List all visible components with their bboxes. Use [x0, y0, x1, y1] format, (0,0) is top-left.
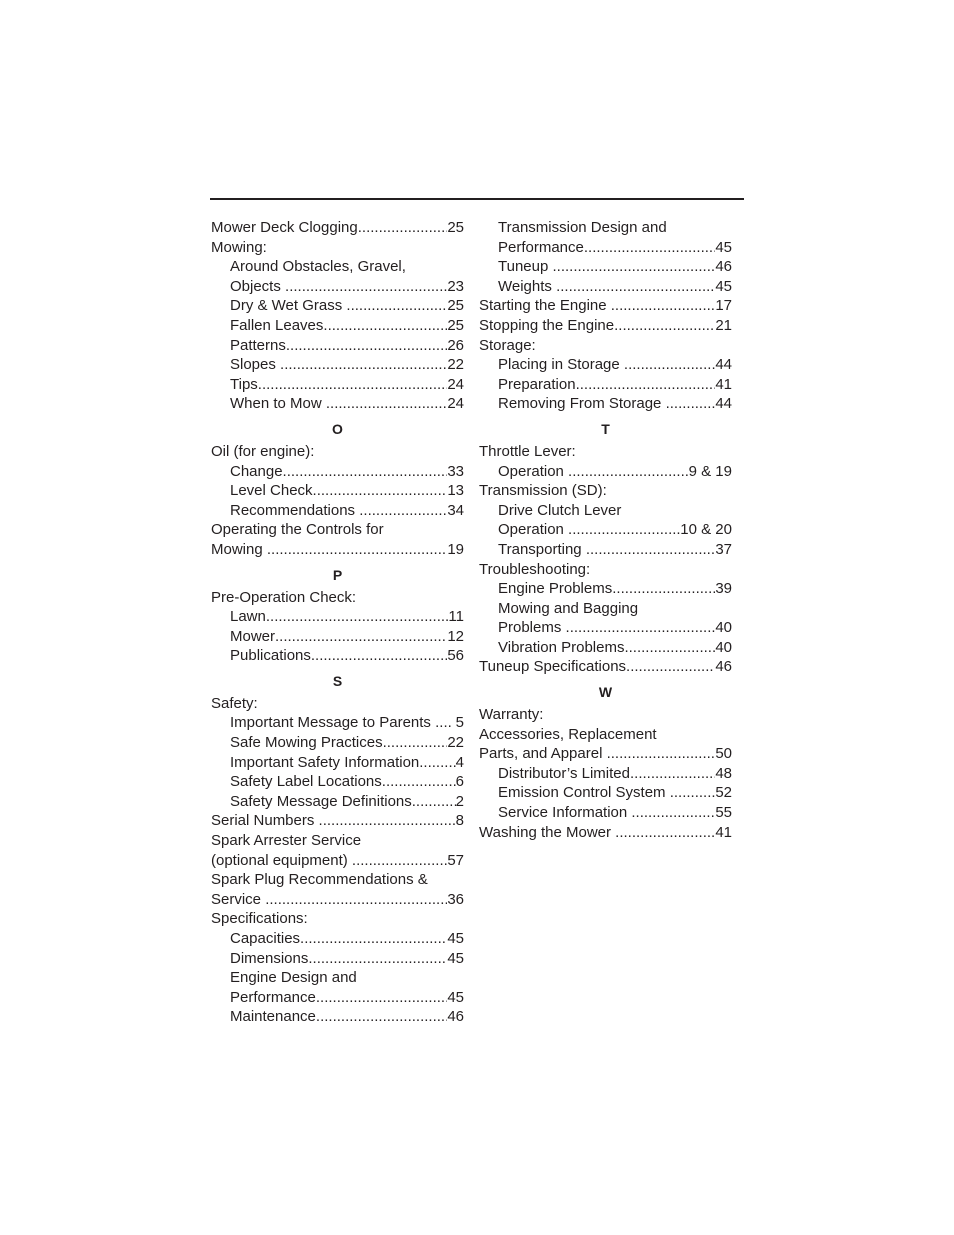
index-entry-label: Mower: [230, 627, 276, 645]
index-entry: [211, 296, 464, 316]
index-entry-page: 9 & 19: [688, 462, 732, 480]
index-entry-label: Operation: [498, 462, 569, 480]
index-column-right: [479, 218, 732, 842]
index-entry-page: 2: [455, 792, 464, 810]
index-entry: [211, 811, 464, 831]
index-entry-label: Mower Deck Clogging: [211, 219, 358, 236]
index-entry-label: Removing From Storage: [498, 395, 666, 413]
dot-leader: [275, 627, 447, 647]
dot-leader: [419, 753, 455, 773]
index-entry-page: 23: [447, 277, 464, 295]
index-entry-label: Safety Label Locations: [230, 773, 382, 791]
index-entry-page: 36: [447, 890, 464, 908]
index-entry: [479, 803, 732, 823]
dot-leader: [300, 929, 447, 949]
dot-leader: [435, 713, 451, 733]
dot-leader: [358, 218, 448, 238]
index-entry: [479, 375, 732, 395]
index-entry-page: 45: [447, 930, 464, 947]
index-entry: [211, 607, 464, 627]
index-entry-label: Change: [230, 462, 283, 480]
index-entry-label: Tips: [230, 375, 258, 393]
index-heading: Accessories, Replacement: [479, 725, 657, 743]
dot-leader: [670, 783, 716, 803]
index-entry-label: Performance: [498, 238, 584, 256]
index-entry-page: 11: [448, 608, 464, 626]
dot-leader: [566, 618, 716, 638]
index-entry-label: Serial Numbers: [211, 812, 319, 830]
index-entry: [211, 218, 464, 238]
header-rule: [210, 198, 744, 200]
index-entry-label: Dry & Wet Grass: [230, 297, 347, 315]
section-letter: O: [332, 420, 343, 437]
index-heading: Operating the Controls for: [211, 521, 384, 539]
index-entry-label: Important Safety Information: [230, 753, 420, 771]
index-entry: [479, 238, 732, 258]
index-heading: Storage:: [479, 336, 536, 354]
dot-leader: [286, 336, 447, 356]
dot-leader: [614, 316, 715, 336]
index-entry-page: 41: [715, 823, 732, 841]
index-entry-label: Stopping the Engine: [479, 316, 615, 334]
index-entry-label: Performance: [230, 988, 316, 1006]
dot-leader: [316, 988, 447, 1008]
index-entry: [479, 618, 732, 638]
index-entry: [211, 851, 464, 871]
index-subheading: Drive Clutch Lever: [498, 501, 622, 519]
index-entry-page: 8: [455, 812, 464, 830]
index-entry-page: 10 & 20: [680, 521, 732, 539]
dot-leader: [607, 744, 716, 764]
index-entry-page: 44: [715, 356, 732, 374]
index-entry: [479, 744, 732, 764]
index-entry-page: 26: [447, 336, 464, 354]
index-entry-page: 21: [715, 316, 732, 334]
index-entry: [211, 501, 464, 521]
dot-leader: [258, 375, 448, 395]
dot-leader: [576, 375, 716, 395]
index-entry-page: 45: [447, 988, 464, 1006]
index-heading: Troubleshooting:: [479, 560, 591, 578]
dot-leader: [283, 462, 448, 482]
index-entry: [479, 277, 732, 297]
index-entry-page: 4: [455, 753, 464, 771]
index-entry: [479, 257, 732, 277]
index-subheading: Mowing and Bagging: [498, 599, 639, 617]
index-entry: [211, 375, 464, 395]
index-entry-label: Slopes: [230, 356, 281, 374]
index-entry: [479, 783, 732, 803]
index-entry-page: 45: [715, 277, 732, 295]
index-entry: [479, 394, 732, 414]
index-entry-page: 25: [447, 316, 464, 334]
index-entry: [479, 462, 732, 482]
dot-leader: [383, 733, 448, 753]
index-entry-page: 19: [447, 540, 464, 558]
index-entry: [479, 296, 732, 316]
dot-leader: [568, 520, 680, 540]
index-entry-page: 44: [715, 395, 732, 413]
dot-leader: [352, 851, 447, 871]
section-letter: P: [332, 566, 343, 583]
index-heading: Spark Plug Recommendations &: [211, 871, 428, 889]
index-entry-label: When to Mow: [230, 395, 326, 413]
index-entry: [479, 638, 732, 658]
index-entry-page: 57: [447, 851, 464, 869]
index-heading: Mowing:: [211, 238, 267, 256]
index-heading: Specifications:: [211, 910, 308, 928]
dot-leader: [568, 462, 689, 482]
dot-leader: [382, 772, 456, 792]
index-entry-page: 13: [447, 482, 464, 500]
dot-leader: [553, 257, 716, 277]
index-entry-label: Operation: [498, 521, 569, 539]
index-heading: Spark Arrester Service: [211, 832, 362, 850]
dot-leader: [308, 949, 447, 969]
index-entry-label: Mowing: [211, 540, 267, 558]
index-entry-page: 24: [447, 395, 464, 413]
index-entry: [211, 713, 464, 733]
index-entry-label: Parts, and Apparel: [479, 745, 607, 763]
index-entry: [211, 394, 464, 414]
index-entry: [211, 646, 464, 666]
index-heading: Warranty:: [479, 706, 544, 724]
index-entry: [211, 316, 464, 336]
index-entry-label: Objects: [230, 277, 286, 295]
index-entry: [479, 316, 732, 336]
index-entry-label: Emission Control System: [498, 784, 670, 802]
index-entry: [479, 657, 732, 677]
index-entry: [211, 462, 464, 482]
index-entry-page: 46: [447, 1008, 464, 1026]
index-entry: [211, 890, 464, 910]
dot-leader: [267, 540, 447, 560]
section-letter: T: [601, 420, 610, 437]
dot-leader: [316, 1007, 447, 1027]
dot-leader: [624, 355, 715, 375]
dot-leader: [319, 811, 456, 831]
dot-leader: [265, 890, 447, 910]
index-entry-page: 45: [447, 949, 464, 967]
index-entry-label: Safe Mowing Practices: [230, 734, 383, 752]
index-entry-page: 52: [715, 784, 732, 802]
index-entry-label: Placing in Storage: [498, 356, 624, 374]
index-entry-label: Vibration Problems: [498, 638, 625, 656]
index-entry-page: 33: [447, 462, 464, 480]
index-entry-page: 22: [447, 734, 464, 752]
index-entry: [211, 481, 464, 501]
index-entry-label: Fallen Leaves: [230, 316, 324, 334]
index-entry-label: Tuneup: [498, 258, 553, 276]
index-entry-page: 25: [447, 297, 464, 315]
index-entry: [479, 764, 732, 784]
index-entry-page: 46: [715, 258, 732, 276]
index-entry-label: Maintenance: [230, 1008, 316, 1026]
index-entry-page: 37: [715, 540, 732, 558]
index-column-left: [211, 218, 464, 1027]
index-entry-page: 55: [715, 804, 732, 822]
dot-leader: [626, 657, 715, 677]
index-entry-page: 25: [447, 219, 464, 236]
index-entry: [211, 929, 464, 949]
dot-leader: [323, 316, 447, 336]
dot-leader: [556, 277, 715, 297]
index-entry-page: 39: [715, 580, 732, 598]
dot-leader: [586, 540, 715, 560]
index-entry-page: 45: [715, 238, 732, 256]
index-entry-label: Distributor’s Limited: [498, 764, 630, 782]
index-entry-page: 24: [447, 375, 464, 393]
dot-leader: [615, 823, 715, 843]
dot-leader: [666, 394, 716, 414]
index-entry-page: 56: [447, 647, 464, 665]
index-entry-label: Transporting: [498, 540, 586, 558]
dot-leader: [285, 277, 447, 297]
index-entry: [211, 753, 464, 773]
index-entry-page: 46: [715, 658, 732, 676]
index-entry: [479, 540, 732, 560]
index-entry: [211, 949, 464, 969]
index-subheading: Around Obstacles, Gravel,: [230, 258, 406, 276]
index-entry: [211, 772, 464, 792]
index-entry-label: Recommendations: [230, 501, 360, 519]
dot-leader: [584, 238, 715, 258]
index-entry-page: 40: [715, 619, 732, 637]
index-entry-page: 40: [715, 638, 732, 656]
index-entry: [479, 520, 732, 540]
index-entry: [211, 627, 464, 647]
index-entry-page: 48: [715, 764, 732, 782]
index-entry-label: Patterns: [230, 336, 286, 354]
index-entry-label: Important Message to Parents: [230, 714, 436, 732]
index-entry-label: Starting the Engine: [479, 297, 611, 315]
index-entry: [211, 540, 464, 560]
index-entry-page: 41: [715, 375, 732, 393]
index-entry: [211, 277, 464, 297]
index-heading: Throttle Lever:: [479, 442, 576, 460]
index-entry-page: 12: [447, 627, 464, 645]
dot-leader: [624, 638, 715, 658]
dot-leader: [612, 579, 715, 599]
index-entry-page: 34: [447, 501, 464, 519]
dot-leader: [611, 296, 716, 316]
index-entry: [211, 336, 464, 356]
index-entry-label: Engine Problems: [498, 580, 613, 598]
index-entry: [479, 579, 732, 599]
index-entry-label: Dimensions: [230, 949, 309, 967]
index-entry-label: Lawn: [230, 608, 266, 626]
index-subheading: Transmission Design and: [498, 219, 667, 236]
index-heading: Pre-Operation Check:: [211, 588, 357, 606]
index-entry-label: Capacities: [230, 930, 301, 947]
index-entry-page: 5: [451, 714, 464, 732]
index-entry-label: Preparation: [498, 375, 576, 393]
index-entry-label: Tuneup Specifications: [479, 658, 627, 676]
index-entry-label: Problems: [498, 619, 566, 637]
index-entry-label: Service: [211, 890, 266, 908]
index-entry-label: Safety Message Definitions: [230, 792, 412, 810]
index-entry-page: 17: [715, 297, 732, 315]
dot-leader: [412, 792, 456, 812]
section-letter: S: [332, 672, 343, 689]
index-entry: [211, 355, 464, 375]
dot-leader: [313, 481, 448, 501]
index-entry: [211, 733, 464, 753]
section-letter: W: [598, 684, 613, 701]
index-entry-label: Level Check: [230, 482, 313, 500]
index-entry: [211, 792, 464, 812]
dot-leader: [311, 646, 447, 666]
dot-leader: [346, 296, 447, 316]
index-entry-page: 22: [447, 356, 464, 374]
dot-leader: [266, 607, 449, 627]
index-heading: Oil (for engine):: [211, 442, 315, 460]
index-heading: Transmission (SD):: [479, 482, 607, 500]
index-entry-page: 6: [455, 773, 464, 791]
index-entry-page: 50: [715, 745, 732, 763]
index-entry: [211, 988, 464, 1008]
dot-leader: [280, 355, 447, 375]
dot-leader: [631, 803, 715, 823]
index-entry: [479, 355, 732, 375]
dot-leader: [359, 501, 447, 521]
index-heading: Safety:: [211, 694, 258, 712]
index-entry-label: Weights: [498, 277, 557, 295]
index-entry-label: (optional equipment): [211, 851, 352, 869]
index-entry: [211, 1007, 464, 1027]
dot-leader: [326, 394, 447, 414]
dot-leader: [630, 764, 715, 784]
index-subheading: Engine Design and: [230, 969, 357, 987]
index-entry-label: Publications: [230, 647, 311, 665]
index-entry: [479, 823, 732, 843]
index-entry-label: Service Information: [498, 804, 632, 822]
index-entry-label: Washing the Mower: [479, 823, 616, 841]
